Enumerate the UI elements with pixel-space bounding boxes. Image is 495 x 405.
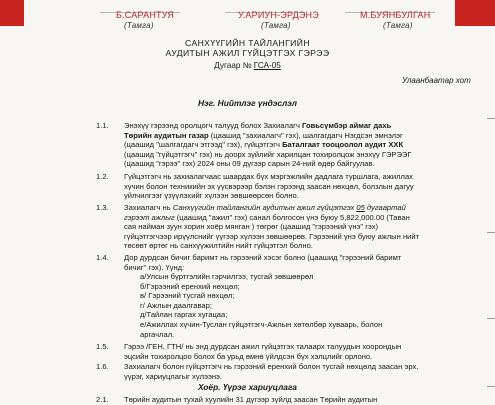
clause-line: гэрээт ажлыг (цаашид "ажил" гэх) санал болгосон үнэ буюу 5,822,000.00 (Таван <box>124 212 410 222</box>
margin-mark <box>487 118 495 119</box>
signature-name: Б.САРАНТУЯ <box>116 10 175 20</box>
clause-line: (цаашид "шалгагдагч этгээд" гэх), гүйцэтгэгч Баталгаат тооцоолол аудит ХХК <box>124 140 404 150</box>
red-seal-right <box>455 0 495 26</box>
signature-name: М.БУЯНБУЛГАН <box>360 10 431 20</box>
section-title: Нэг. Нийтлэг үндэслэл <box>197 98 298 108</box>
clause-line: төсөвт өртөг нь санхүүжилтийн нийт гүйцэтгэл болно. <box>124 241 313 251</box>
list-item: аргачлал. <box>140 329 175 339</box>
clause-text <box>124 203 476 251</box>
clause-number: 1.2. <box>96 172 109 181</box>
signature-tamga: (Тамга) <box>261 21 291 30</box>
section-title: Хоёр. Үүрэг хариуцлага <box>198 382 297 392</box>
signature-name: У.АРИУН-ЭРДЭНЭ <box>238 10 319 20</box>
clause-line: (цаашид "гэрээ" гэх) 2024 оны 09 дүгээр сарын 24-ний өдөр байгуулав. <box>124 159 375 169</box>
clause-line: Энэхүү гэрээнд оролцогч талууд болох Захиалагч Говьсүмбэр аймаг дахь <box>124 121 392 130</box>
document-title-line1: САНХҮҮГИЙН ТАЙЛАНГИЙН <box>185 38 310 48</box>
margin-mark <box>487 232 495 233</box>
contract-number <box>0 61 495 70</box>
clause-line: Дор дурдсан бичиг баримт нь гэрээний хэсэг болно (цаашид "гэрээний баримт <box>124 253 402 262</box>
contract-number-label: Дугаар № <box>214 61 252 70</box>
margin-mark <box>487 318 495 319</box>
clause-text <box>124 253 476 272</box>
list-item: б/Гэрээний еренхий нөхцөл; <box>140 281 240 291</box>
clause-line: Захиалагч болон гүйцэтгэгч нь гэрээний еренхий болон тусгай нөхцөлд заасан эрх, <box>124 362 419 371</box>
clause-text <box>124 342 476 361</box>
clause-line: Захиалагч нь Санхүүгийн тайлангийн аудитын ажил гүйцэтгэх 05 дугаартай <box>124 203 406 212</box>
clause-line: үйлчилгээг үзүүлэхийг хүлээн зөвшөөрсөн болно. <box>124 191 299 201</box>
clause-line: Гүйцэтгэгч нь захиалагчаас шаардах бүх мэргэжлийн дадлага туршлага, ажиллах <box>124 172 413 181</box>
clause-number: 1.5. <box>96 342 109 351</box>
list-item: г/ Ажлын даалгавар; <box>140 300 212 310</box>
clause-number: 2.1. <box>96 395 109 404</box>
clause-line: (цаашид "гүйцэтгэгч" гэх) нь доорх зүйлийг харилцан тохиролцож энэхүү ГЭРЭЭГ <box>124 149 412 159</box>
clause-number: 1.3. <box>96 203 109 212</box>
clause-number: 1.6. <box>96 362 109 371</box>
clause-line: үүрэг, хариуцлагыг хүлээнэ. <box>124 371 223 381</box>
list-item: д/Тайлан гаргах хугацаа; <box>140 310 228 320</box>
list-item: е/Ажиллах хүчин-Туслан гүйцэтгэгч-Ажлын хөтөлбөр хуваарь, болон <box>140 319 383 329</box>
clause-line: хүчин болон техникийн эх үүсвэрээр бэлэн гэрээнд заасан нөхцөл, болзлын дагуу <box>124 181 414 191</box>
clause-text <box>124 362 476 381</box>
clause-line: сая найман зуун хорин хоёр мянган ) төгрөг (цаашид "гэрээний үнэ" гэх) <box>124 222 379 232</box>
city: Улаанбаатар хот <box>402 76 471 85</box>
document-title-line2: АУДИТЫН АЖИЛ ГҮЙЦЭТГЭХ ГЭРЭЭ <box>165 48 330 58</box>
clause-text <box>124 172 476 201</box>
list-item: в/ Гэрээний тусгай нөхцөл; <box>140 291 235 301</box>
clause-line: Гэрээ /ГЕН, ГТН/ нь энд дурдсан ажил гүйцэтгэх талаарх талуудын хоорондын <box>124 342 402 351</box>
document-list <box>140 272 476 339</box>
margin-mark <box>487 386 495 387</box>
red-seal-left <box>0 0 24 26</box>
signature-tamga: (Тамга) <box>383 21 413 30</box>
clause-line: эцсийн тохиролцоо болох ба урьд өмнө үйлдсэн бүх хэлцлийг орлоно. <box>124 351 373 361</box>
contract-number-value: ГСА-05 <box>253 61 281 70</box>
clause-line: бичиг" гэх). Үүнд: <box>124 262 185 272</box>
list-item: а/Улсын бүртгэлийн гэрчилгээ, тусгай зөвшөөрөл <box>140 272 314 281</box>
clause-line: Төрийн аудитын газар (цаашид "захиалагч" гэх), шалгагдагч Нэгдсэн эмнэлэг <box>124 130 403 140</box>
clause-line: Төрийн аудитын тухай хуулийн 31 дүгээр зүйлд заасан Төрийн аудитын <box>124 395 378 404</box>
signature-tamga: (Тамга) <box>124 21 154 30</box>
clause-line: гүйцэтгэгчээр ирүүлснийг үүгээр хүлээн зөвшөөрөв. Гэрээний үнэ буюу ажлын нийт <box>124 231 420 241</box>
clause-number: 1.1. <box>96 121 109 130</box>
clause-number: 1.4. <box>96 253 109 262</box>
clause-text <box>124 121 476 169</box>
